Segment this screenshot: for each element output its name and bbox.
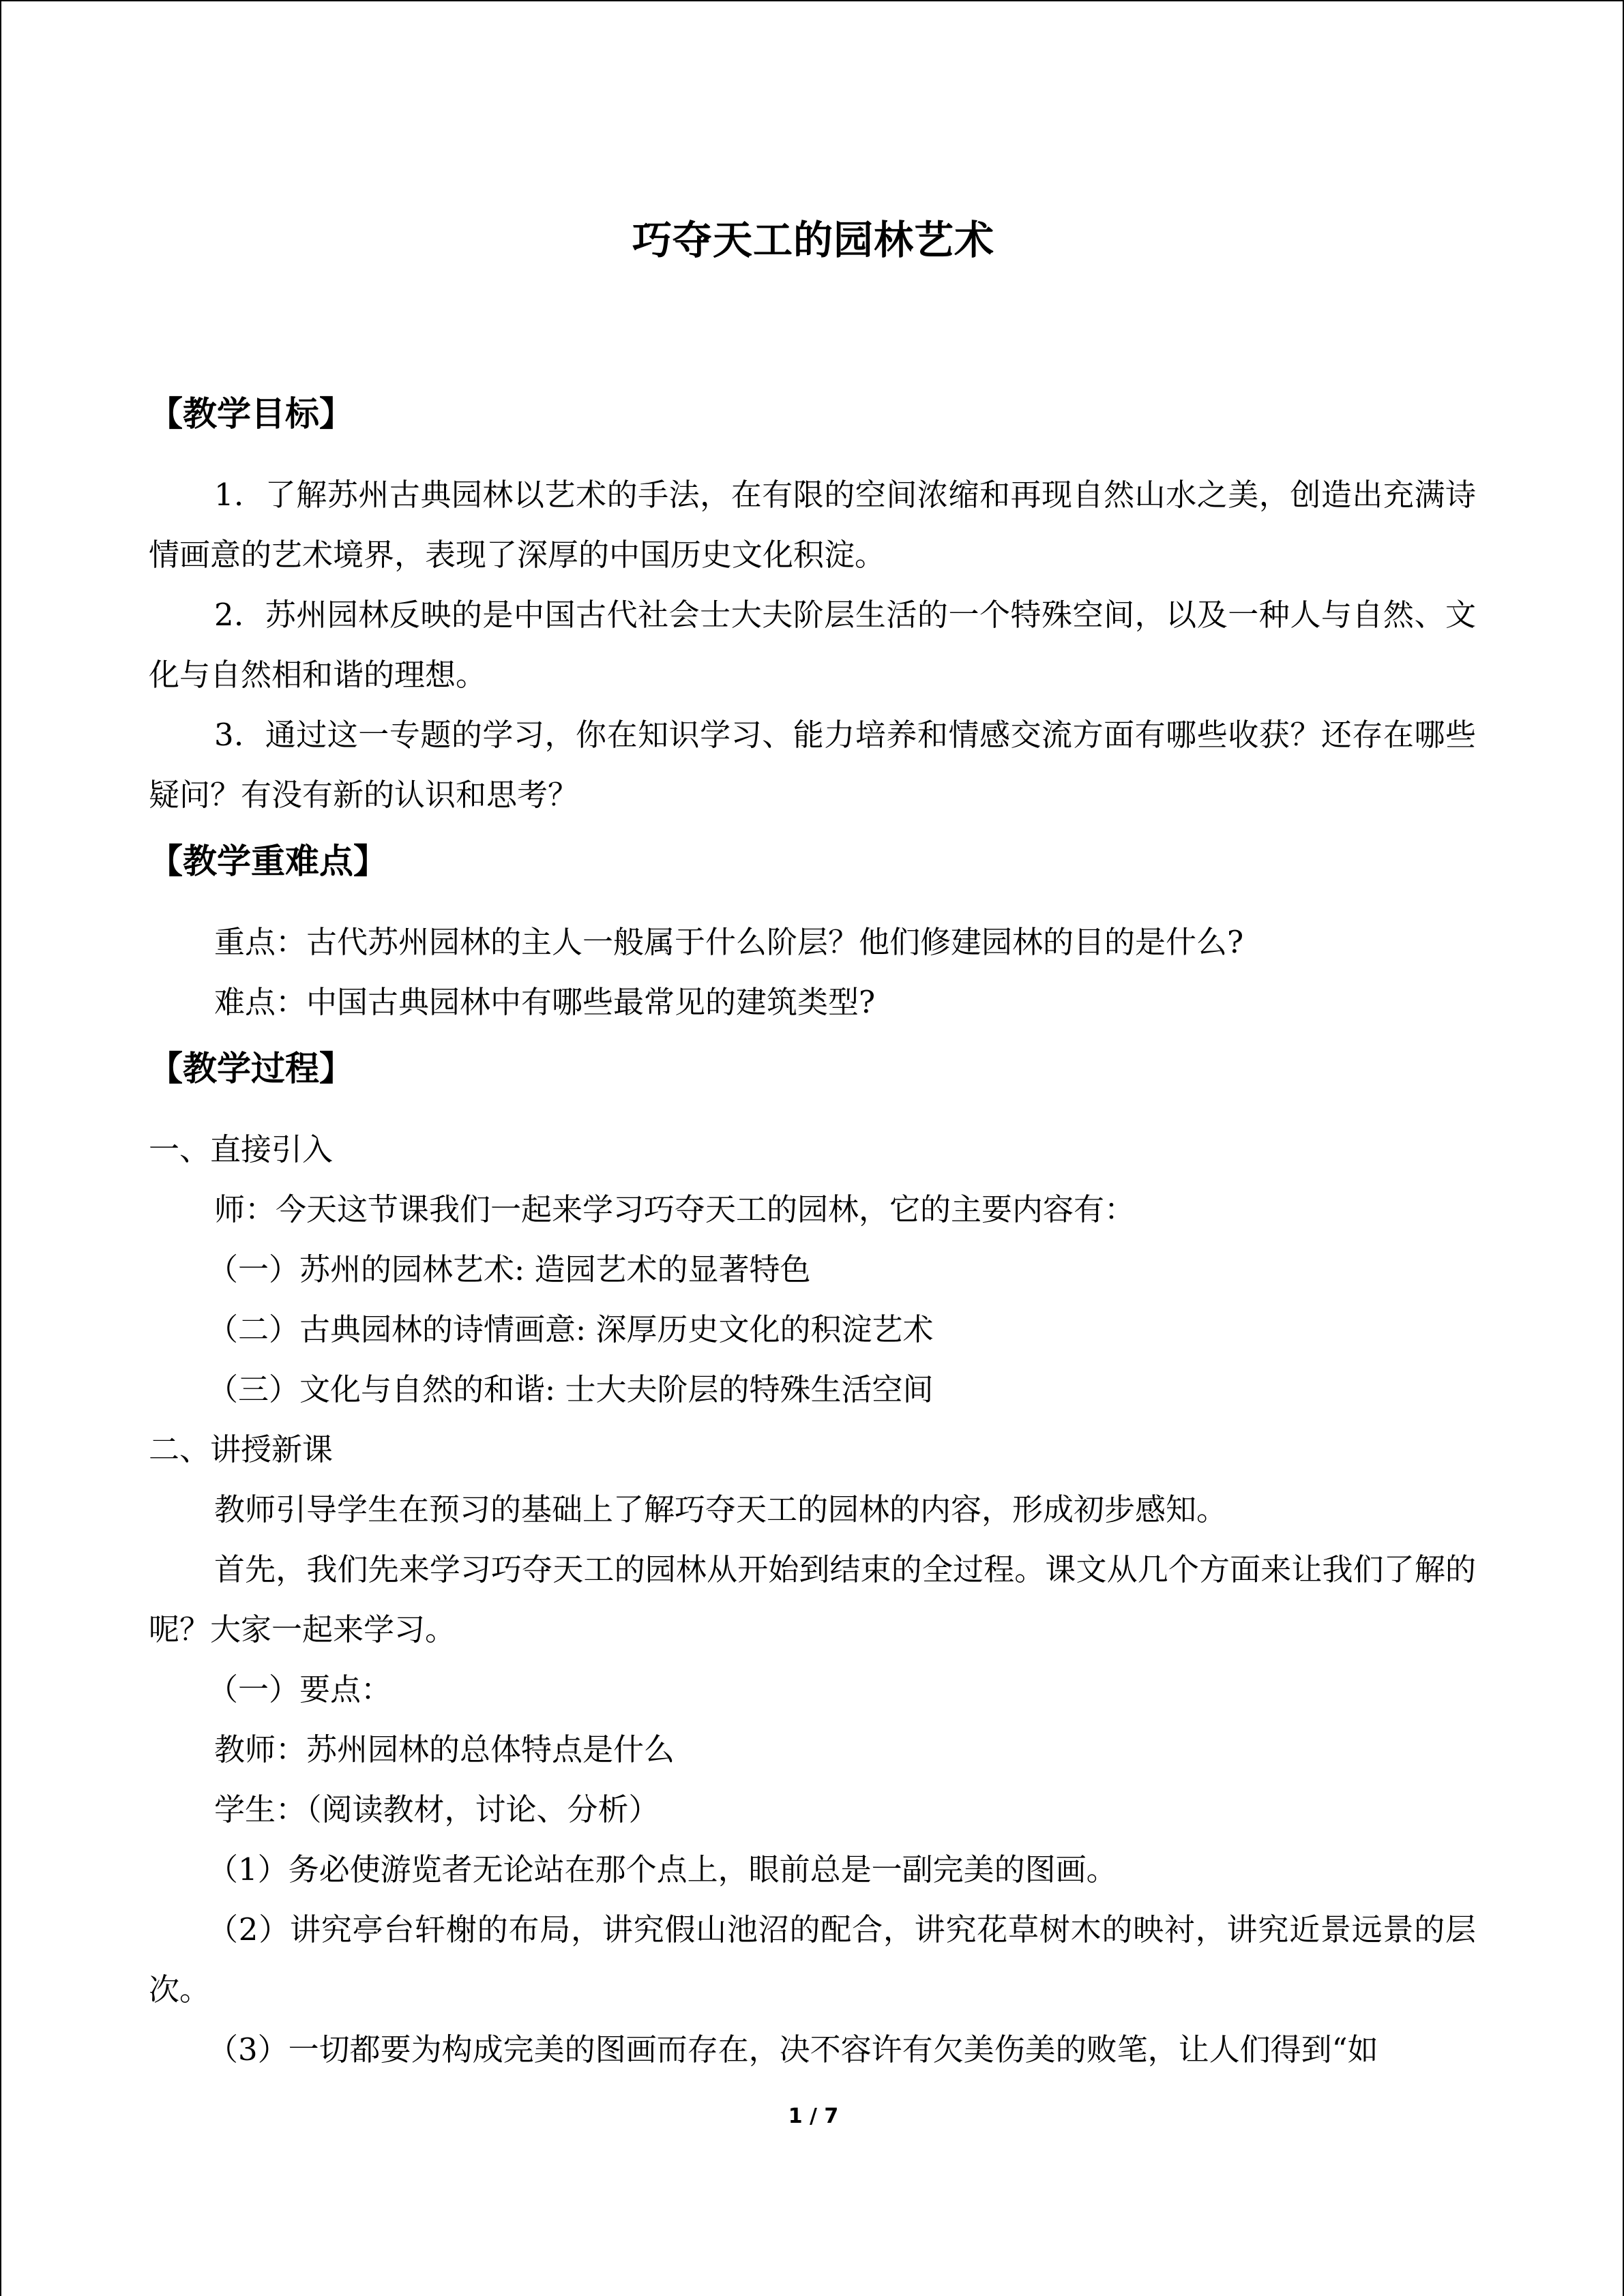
part2-student-activity: 学生：（阅读教材，讨论、分析） [214,1791,660,1828]
part2-answer-2: （2）讲究亭台轩榭的布局，讲究假山池沼的配合，讲究花草树木的映衬，讲究近景远景的层次。 [149,1911,1476,2008]
page-number: 1 / 7 [788,2104,839,2128]
part1-item-1: （一）苏州的园林艺术: 造园艺术的显著特色 [207,1251,811,1287]
goal-item-3: 3．通过这一专题的学习，你在知识学习、能力培养和情感交流方面有哪些收获？还存在哪些疑问？有没有新的认识和思考？ [149,717,1476,813]
section-heading-goals: 【教学目标】 [149,393,353,434]
part1-item-3: （三）文化与自然的和谐: 士大夫阶层的特殊生活空间 [207,1371,934,1407]
part2-teacher-question: 教师：苏州园林的总体特点是什么 [214,1731,675,1768]
key-point: 重点：古代苏州园林的主人一般属于什么阶层？他们修建园林的目的是什么? [214,924,1244,960]
part1-intro: 师：今天这节课我们一起来学习巧夺天工的园林，它的主要内容有： [214,1191,1136,1227]
part2-title: 二、讲授新课 [149,1431,334,1467]
part2-paragraph-2: 首先，我们先来学习巧夺天工的园林从开始到结束的全过程。课文从几个方面来让我们了解的呢？大家一起来学习。 [149,1551,1476,1648]
part2-answer-3: （3）一切都要为构成完美的图画而存在，决不容许有欠美伤美的败笔，让人们得到“如 [207,2031,1378,2068]
part2-point-label: （一）要点： [207,1671,392,1708]
document-title: 巧夺天工的园林艺术 [632,217,994,263]
section-heading-process: 【教学过程】 [149,1048,353,1088]
difficult-point: 难点：中国古典园林中有哪些最常见的建筑类型? [214,984,876,1020]
section-heading-key-points: 【教学重难点】 [149,841,387,881]
part1-item-2: （二）古典园林的诗情画意: 深厚历史文化的积淀艺术 [207,1311,934,1347]
goal-item-2: 2．苏州园林反映的是中国古代社会士大夫阶层生活的一个特殊空间，以及一种人与自然、文化与自然相和谐的理想。 [149,597,1476,693]
part1-title: 一、直接引入 [149,1131,334,1167]
goal-item-1: 1．了解苏州古典园林以艺术的手法，在有限的空间浓缩和再现自然山水之美，创造出充满诗情画意的艺术境界，表现了深厚的中国历史文化积淀。 [149,477,1476,573]
part2-paragraph-1: 教师引导学生在预习的基础上了解巧夺天工的园林的内容，形成初步感知。 [214,1491,1228,1527]
part2-answer-1: （1）务必使游览者无论站在那个点上，眼前总是一副完美的图画。 [207,1851,1117,1888]
